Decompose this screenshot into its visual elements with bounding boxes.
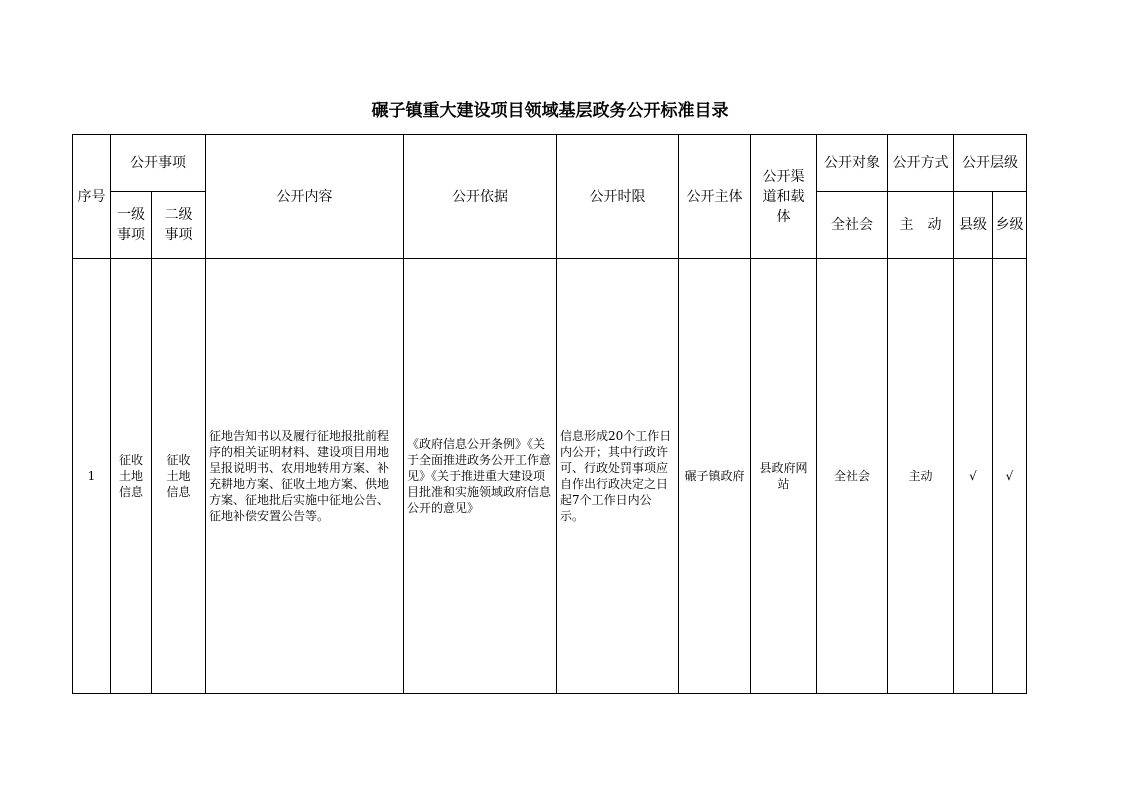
page-title: 碾子镇重大建设项目领域基层政务公开标准目录 bbox=[371, 101, 729, 121]
header-level1: 一级 事项 bbox=[111, 192, 152, 259]
header-target-sub: 全社会 bbox=[817, 192, 888, 259]
cell-channel: 县政府网站 bbox=[751, 259, 817, 694]
cell-county-check: √ bbox=[954, 259, 993, 694]
header-deadline: 公开时限 bbox=[557, 135, 679, 259]
header-subject: 公开主体 bbox=[679, 135, 751, 259]
catalog-table bbox=[72, 134, 1027, 694]
cell-seq: 1 bbox=[73, 259, 111, 694]
header-county: 县级 bbox=[954, 192, 993, 259]
header-level2: 二级 事项 bbox=[152, 192, 206, 259]
cell-basis: 《政府信息公开条例》《关于全面推进政务公开工作意见》《关于推进重大建设项目批准和实施领域政府信息公开的意见》 bbox=[404, 259, 557, 694]
cell-level1: 征收 土地 信息 bbox=[111, 259, 152, 694]
header-content: 公开内容 bbox=[206, 135, 404, 259]
cell-method: 主动 bbox=[888, 259, 954, 694]
header-target: 公开对象 bbox=[817, 135, 888, 192]
header-seq: 序号 bbox=[73, 135, 111, 259]
cell-target: 全社会 bbox=[817, 259, 888, 694]
header-matter: 公开事项 bbox=[111, 135, 206, 192]
header-tier: 公开层级 bbox=[954, 135, 1027, 192]
header-method-sub: 主 动 bbox=[888, 192, 954, 259]
cell-town-check: √ bbox=[993, 259, 1027, 694]
cell-subject: 碾子镇政府 bbox=[679, 259, 751, 694]
cell-deadline: 信息形成20个工作日内公开；其中行政许可、行政处罚事项应自作出行政决定之日起7个工作日内公示。 bbox=[557, 259, 679, 694]
header-town: 乡级 bbox=[993, 192, 1027, 259]
header-basis: 公开依据 bbox=[404, 135, 557, 259]
cell-content: 征地告知书以及履行征地报批前程序的相关证明材料、建设项目用地呈报说明书、农用地转用方案、补充耕地方案、征收土地方案、供地方案、征地批后实施中征地公告、征地补偿安置公告等。 bbox=[206, 259, 404, 694]
cell-level2: 征收 土地 信息 bbox=[152, 259, 206, 694]
header-channel: 公开渠 道和载 体 bbox=[751, 135, 817, 259]
header-method: 公开方式 bbox=[888, 135, 954, 192]
table-row bbox=[73, 259, 1027, 694]
